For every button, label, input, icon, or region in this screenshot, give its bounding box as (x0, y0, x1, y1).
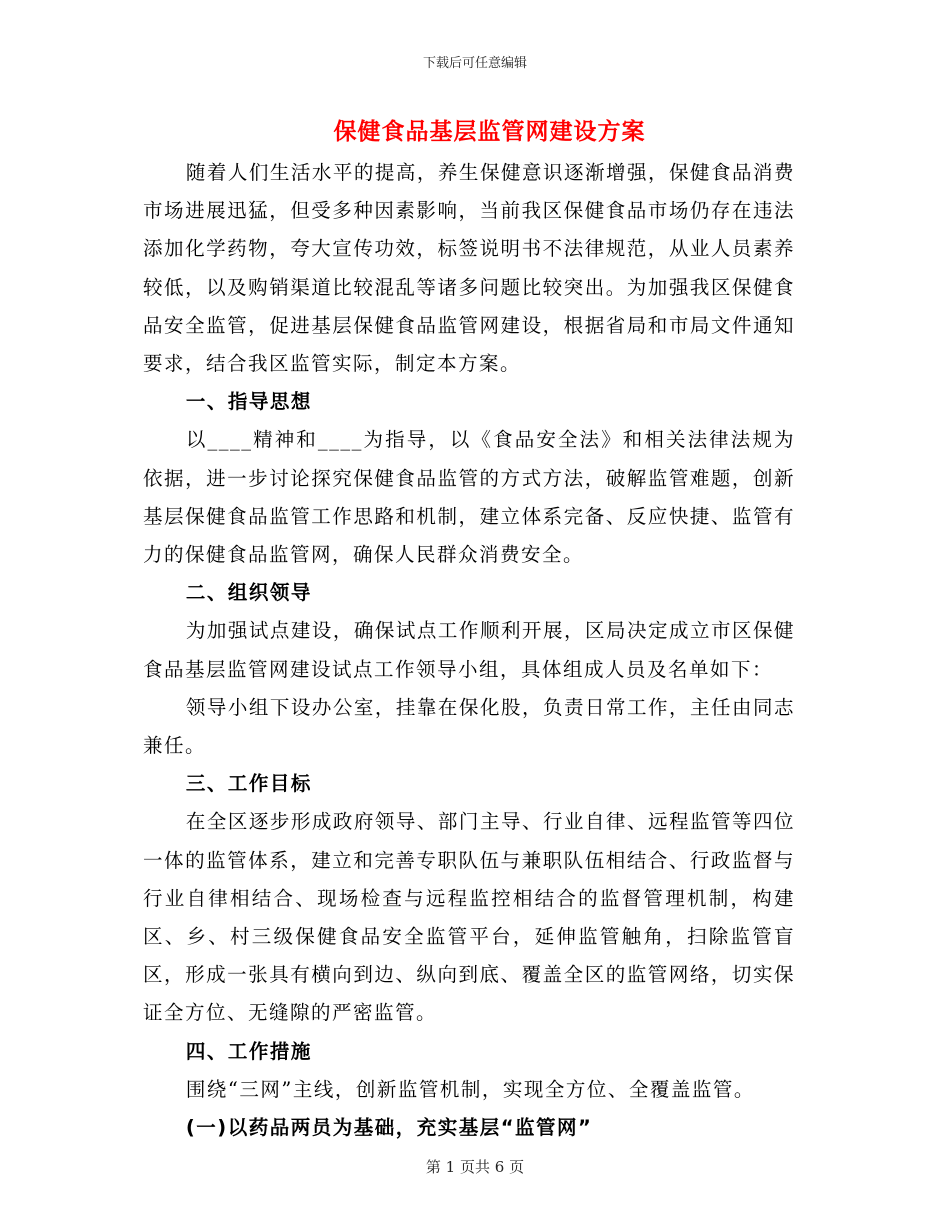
section-paragraph: 以____精神和____为指导，以《食品安全法》和相关法律法规为依据，进一步讨论探究保健食品监管的方式方法，破解监管难题，创新基层保健食品监管工作思路和机制，建立体系完备、反应快捷、监管有力的保健食品监管网，确保人民群众消费安全。 (143, 428, 795, 567)
intro-paragraph: 随着人们生活水平的提高，养生保健意识逐渐增强，保健食品消费市场进展迅猛，但受多种因素影响，当前我区保健食品市场仍存在违法添加化学药物，夸大宣传功效，标签说明书不法律规范，从业人员素养较低，以及购销渠道比较混乱等诸多问题比较突出。为加强我区保健食品安全监管，促进基层保健食品监管网建设，根据省局和市局文件通知要求，结合我区监管实际，制定本方案。 (143, 161, 795, 376)
section-heading: 二、组织领导 (185, 581, 312, 605)
section-heading: 三、工作目标 (185, 772, 312, 796)
section-paragraph: 领导小组下设办公室，挂靠在保化股，负责日常工作，主任由同志兼任。 (143, 695, 795, 758)
section-paragraph: 在全区逐步形成政府领导、部门主导、行业自律、远程监管等四位一体的监管体系，建立和完善专职队伍与兼职队伍相结合、行政监督与行业自律相结合、现场检查与远程监控相结合的监督管理机制，构建区、乡、村三级保健食品安全监管平台，延伸监管触角，扫除监管盲区，形成一张具有横向到边、纵向到底、覆盖全区的监管网络，切实保证全方位、无缝隙的严密监管。 (143, 810, 795, 1025)
subsection-heading: (一)以药品两员为基础，充实基层“监管网” (185, 1116, 593, 1140)
section-paragraph: 围绕“三网”主线，创新监管机制，实现全方位、全覆盖监管。 (185, 1077, 755, 1101)
section-paragraph: 为加强试点建设，确保试点工作顺利开展，区局决定成立市区保健食品基层监管网建设试点工作领导小组，具体组成人员及名单如下： (143, 619, 795, 681)
document-body (143, 154, 795, 1147)
page-footer: 第 1 页共 6 页 (425, 1158, 525, 1176)
section-heading: 四、工作措施 (185, 1039, 312, 1063)
document-title: 保健食品基层监管网建设方案 (333, 118, 646, 145)
page-header-note: 下载后可任意编辑 (422, 56, 527, 71)
section-heading: 一、指导思想 (185, 390, 312, 414)
